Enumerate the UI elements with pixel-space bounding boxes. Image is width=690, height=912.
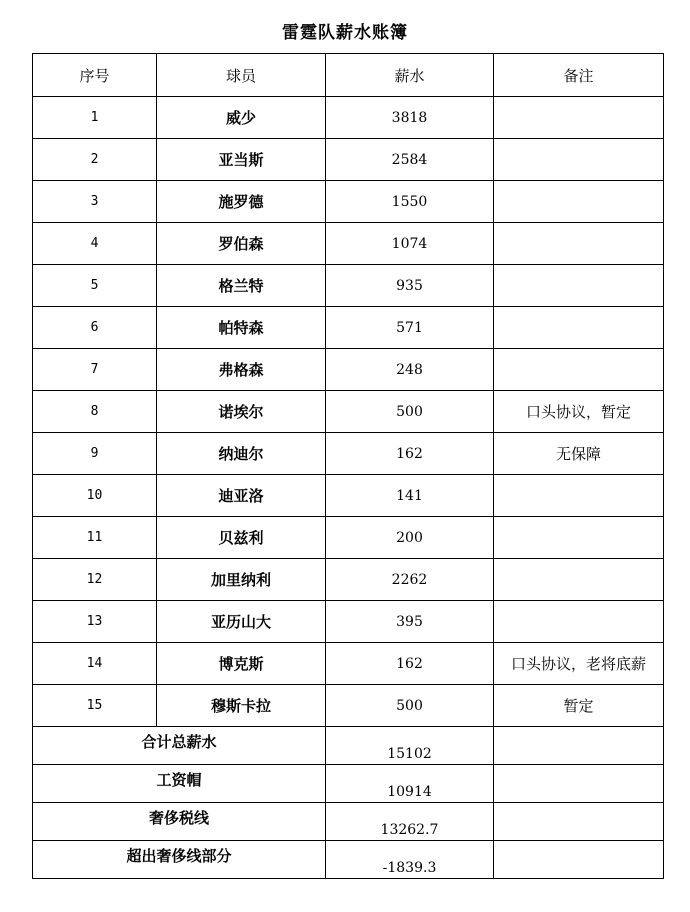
row-salary: 395 [326,601,494,643]
summary-value: 15102 [326,727,494,765]
header-note: 备注 [494,54,664,97]
row-index: 2 [33,139,157,181]
table-row [33,517,664,559]
row-note [494,223,664,265]
row-player: 纳迪尔 [157,433,326,475]
row-salary: 2262 [326,559,494,601]
row-index: 14 [33,643,157,685]
header-player: 球员 [157,54,326,97]
row-player: 亚历山大 [157,601,326,643]
summary-row-salary-cap [33,765,664,803]
row-note [494,349,664,391]
row-player: 亚当斯 [157,139,326,181]
row-index: 3 [33,181,157,223]
row-salary: 2584 [326,139,494,181]
summary-label: 工资帽 [33,765,326,803]
row-note: 无保障 [494,433,664,475]
row-note [494,139,664,181]
summary-row-total [33,727,664,765]
summary-label: 合计总薪水 [33,727,326,765]
summary-row-over-tax [33,841,664,879]
row-salary: 141 [326,475,494,517]
row-salary: 935 [326,265,494,307]
row-index: 13 [33,601,157,643]
salary-table [32,53,664,879]
row-note: 口头协议，暂定 [494,391,664,433]
row-player: 博克斯 [157,643,326,685]
summary-label: 超出奢侈线部分 [33,841,326,879]
row-salary: 200 [326,517,494,559]
summary-note [494,765,664,803]
table-row [33,139,664,181]
row-index: 1 [33,97,157,139]
header-index: 序号 [33,54,157,97]
row-player: 帕特森 [157,307,326,349]
row-salary: 162 [326,643,494,685]
row-index: 11 [33,517,157,559]
table-row [33,601,664,643]
summary-note [494,841,664,879]
row-player: 罗伯森 [157,223,326,265]
row-salary: 500 [326,685,494,727]
summary-value: 13262.7 [326,803,494,841]
row-player: 迪亚洛 [157,475,326,517]
table-row [33,643,664,685]
row-note: 暂定 [494,685,664,727]
row-player: 加里纳利 [157,559,326,601]
table-row [33,307,664,349]
row-index: 10 [33,475,157,517]
row-index: 5 [33,265,157,307]
row-player: 穆斯卡拉 [157,685,326,727]
row-note [494,475,664,517]
page-title: 雷霆队薪水账簿 [282,23,408,43]
table-row [33,181,664,223]
row-note [494,181,664,223]
header-salary: 薪水 [326,54,494,97]
table-row [33,265,664,307]
summary-value: -1839.3 [326,841,494,879]
row-player: 威少 [157,97,326,139]
summary-note [494,803,664,841]
table-row [33,391,664,433]
row-salary: 248 [326,349,494,391]
row-salary: 500 [326,391,494,433]
table-row [33,475,664,517]
row-note [494,559,664,601]
row-index: 12 [33,559,157,601]
table-row [33,433,664,475]
row-note: 口头协议，老将底薪 [494,643,664,685]
row-salary: 1074 [326,223,494,265]
table-row [33,349,664,391]
row-index: 4 [33,223,157,265]
row-player: 施罗德 [157,181,326,223]
row-salary: 162 [326,433,494,475]
table-row [33,685,664,727]
summary-label: 奢侈税线 [33,803,326,841]
row-note [494,97,664,139]
row-player: 贝兹利 [157,517,326,559]
row-player: 弗格森 [157,349,326,391]
row-note [494,307,664,349]
row-player: 诺埃尔 [157,391,326,433]
summary-row-luxury-tax-line [33,803,664,841]
row-salary: 571 [326,307,494,349]
header-row [33,54,664,97]
row-note [494,517,664,559]
summary-value: 10914 [326,765,494,803]
row-index: 8 [33,391,157,433]
row-index: 7 [33,349,157,391]
row-salary: 1550 [326,181,494,223]
table-row [33,223,664,265]
row-player: 格兰特 [157,265,326,307]
row-index: 15 [33,685,157,727]
summary-note [494,727,664,765]
row-index: 6 [33,307,157,349]
row-index: 9 [33,433,157,475]
row-note [494,601,664,643]
row-salary: 3818 [326,97,494,139]
row-note [494,265,664,307]
table-row [33,97,664,139]
table-row [33,559,664,601]
